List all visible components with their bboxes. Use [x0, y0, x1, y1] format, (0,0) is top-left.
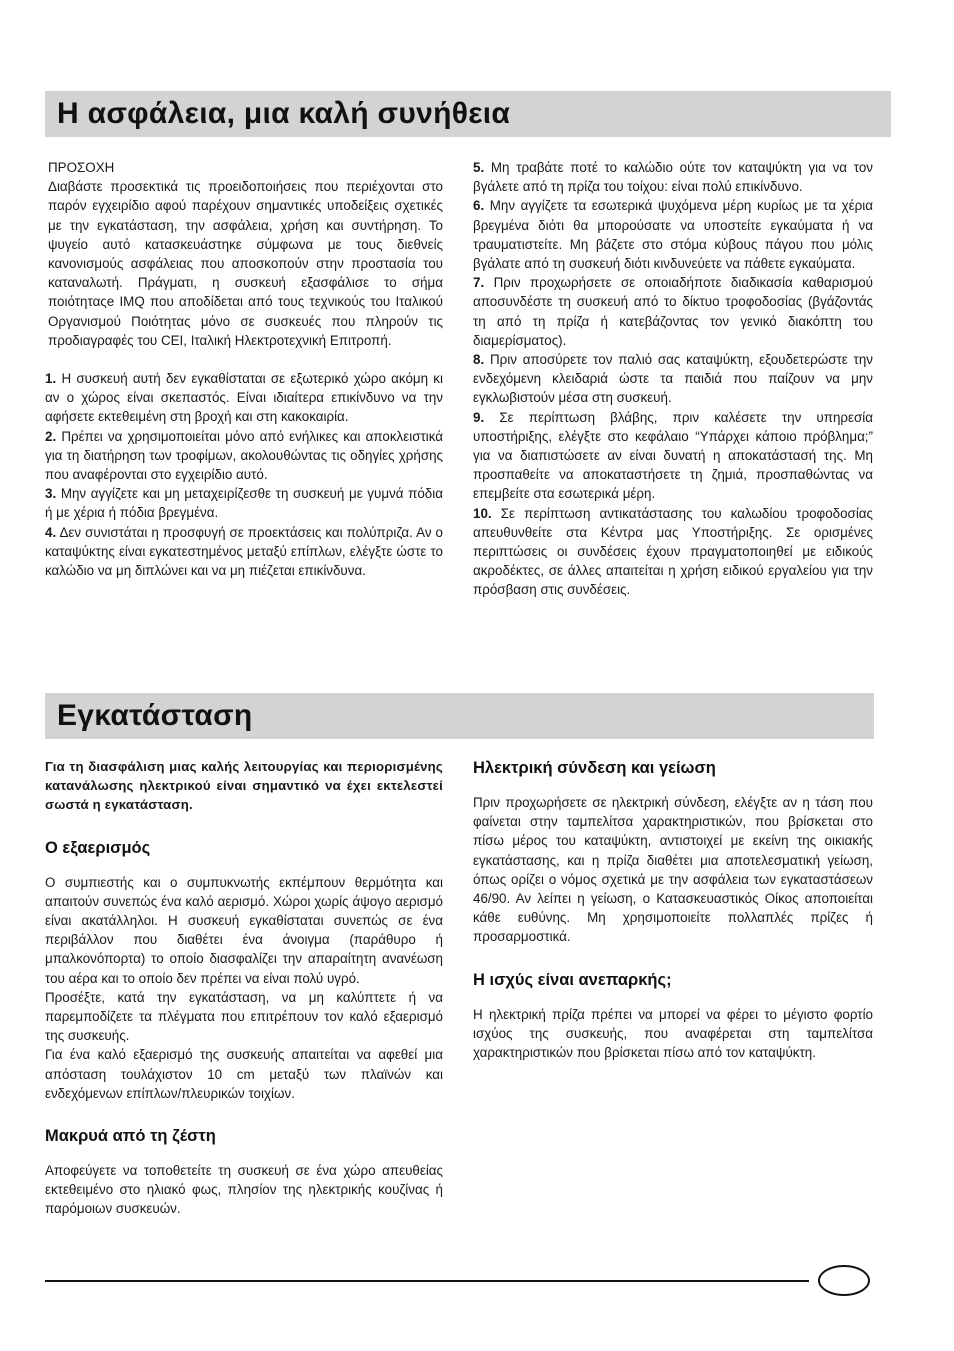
- safety-item-9: 9. Σε περίπτωση βλάβης, πριν καλέσετε την υπηρεσία υποστήριξης, ελέγξτε στο κεφάλαιο “Υπάρχει κάποιο πρόβλημα;” για να διαπιστώσετε αν είναι δυνατή η αποκατάστασή της. Μη προσπαθείτε να αποκαταστήσετε τη ζημιά, προσπαθώντας να επεμβείτε στα εσωτερικά μέρη.: [473, 409, 873, 502]
- caution-block: [45, 158, 443, 350]
- caution-text: Διαβάστε προσεκτικά τις προειδοποιήσεις που περιέχονται στο παρόν εγχειρίδιο αφού παρέχουν σημαντικές υποδείξεις σχετικές με την εγκατάσταση, την ασφάλεια, χρήση και συντήρηση. Το ψυγείο αυτό κατασκευάστηκε σύμφωνα με τους διεθνείς κανονισμούς ασφάλειας που αποσκοπούν στην προστασία του καταναλωτή. Πράγματι, η συσκευή εξασφάλισε το σήμα ποιότηταςe IMQ που αποδίδεται από τους τεχνικούς του Ιταλικού Οργανισμού Ποιότητας μόνο σε συσκευές που πληρούν τις προδιαγραφές του CEI, Ιταλική Ηλεκτροτεχνική Επιτροπή.: [48, 179, 443, 348]
- ventilation-paragraph-1: Ο συμπιεστής και ο συμπυκνωτής εκπέμπουν θερμότητα και απαιτούν συνεπώς ένα καλό αερισμό. Χώροι χωρίς άψογο αερισμό είναι ακατάλληλοι. Η συσκευή εγκαθίσταται συνεπώς σε ένα περιβάλλον που διαθέτει ένα άνοιγμα (παράθυρο ή μπαλκονόπορτα) το οποίο διασφαλίζει την απαραίτητη ανανέωση του αέρα και το οποίο δεν πρέπει να είναι πολύ υγρό.: [45, 874, 443, 986]
- section-banner-safety: [45, 91, 891, 137]
- safety-column-left: [45, 158, 443, 580]
- installation-column-left: [45, 757, 443, 1219]
- section-title-installation: Εγκατάσταση: [57, 699, 253, 732]
- electric-paragraph: Πριν προχωρήσετε σε ηλεκτρική σύνδεση, ελέγξτε αν η τάση που φαίνεται στην ταμπελίτσα χαρακτηριστικών, που βρίσκεται στο πίσω μέρος του καταψύκτη, αντιστοιχεί με εκείνη της οικιακής εγκατάστασης, και η πρίζα διαθέτει μια αποτελεσματική γείωση, όπως ορίζει ο νόμος σχετικά με την ασφάλεια των εγκαταστάσεων 46/90. Αν λείπει η γείωση, ο Κατασκευαστικός Οίκος αποποιείται κάθε ευθύνης. Μη χρησιμοποιείτε πολλαπλές πρίζες ή προσαρμοστικά.: [473, 795, 873, 945]
- installation-column-right: [473, 757, 873, 1062]
- safety-item-10: 10. Σε περίπτωση αντικατάστασης του καλωδίου τροφοδοσίας απευθυνθείτε στα Κέντρα μας Υποστήριξης. Σε ορισμένες περιπτώσεις οι συνδέσεις έχουν πραγματοποιηθεί με ειδικούς ακροδέκτες, σε άλλες απαιτείται η χρήση ειδικού εργαλείου για την πρόσβαση στις συνδέσεις.: [473, 505, 873, 598]
- ventilation-paragraph-3: Για ένα καλό εξαερισμό της συσκευής απαιτείται να αφεθεί μια απόσταση τουλάχιστον 10 cm μεταξύ των πλαϊνών και ενδεχόμενων επίπλων/πλευρικών τοιχίων.: [45, 1047, 443, 1101]
- ventilation-paragraph-2: Προσέξτε, κατά την εγκατάσταση, να μη καλύπτετε ή να παρεμποδίζετε τα πλέγματα που επιτρέπουν τον καλό εξαερισμό της συσκευής.: [45, 989, 443, 1044]
- safety-item-4: 4. Δεν συνιστάται η προσφυγή σε προεκτάσεις και πολύπριζα. Αν ο καταψύκτης είναι εγκατεστημένος μεταξύ επίπλων, ελέγξτε ώστε το καλώδιο να μη διπλώνει και να μη πιέζεται επικίνδυνα.: [45, 524, 443, 579]
- safety-column-right: [473, 158, 873, 600]
- ventilation-heading: Ο εξαερισμός: [45, 838, 151, 857]
- footer-rule: [45, 1280, 809, 1282]
- caution-label: ΠΡΟΣΟΧΗ: [48, 160, 115, 175]
- installation-lead: Για τη διασφάλιση μιας καλής λειτουργίας και περιορισμένης κατανάλωσης ηλεκτρικού είναι σημαντικό να έχει εκτελεστεί σωστά η εγκατάσταση.: [45, 759, 443, 813]
- heat-heading: Μακρυά από τη ζέστη: [45, 1127, 216, 1146]
- safety-item-5: 5. Μη τραβάτε ποτέ το καλώδιο ούτε τον καταψύκτη για να τον βγάλετε από τη πρίζα του τοίχου: είναι πολύ επικίνδυνο.: [473, 160, 873, 195]
- section-banner-installation: [45, 693, 874, 739]
- safety-item-8: 8. Πριν αποσύρετε τον παλιό σας καταψύκτη, εξουδετερώστε την ενδεχόμενη κλειδαριά ώστε τα παιδιά που παίζουν να μην εγκλωβιστούν μέσα στη συσκευή.: [473, 352, 873, 406]
- safety-item-6: 6. Μην αγγίζετε τα εσωτερικά ψυχόμενα μέρη κυρίως με τα χέρια βρεγμένα διότι θα μπορούσατε να υποστείτε εγκαύματα ή να τραυματιστείτε. Μη βάζετε στο στόμα κύβους πάγου που μόλις βγάλατε από τη συσκευή διότι κινδυνεύετε να πάθετε εγκαύματα.: [473, 198, 873, 272]
- power-heading: Η ισχύς είναι ανεπαρκής;: [473, 970, 672, 989]
- page-number-oval: [818, 1265, 870, 1296]
- section-title-safety: Η ασφάλεια, μια καλή συνήθεια: [57, 97, 511, 130]
- power-paragraph: Η ηλεκτρική πρίζα πρέπει να μπορεί να φέρει το μέγιστο φορτίο ισχύος της συσκευής, που αναφέρεται στη ταμπελίτσα χαρακτηριστικών που βρίσκεται πίσω από τον καταψύκτη.: [473, 1006, 873, 1061]
- safety-item-3: 3. Μην αγγίζετε και μη μεταχειρίζεσθε τη συσκευή με γυμνά πόδια ή με χέρια ή πόδια βρεγμένα.: [45, 486, 443, 521]
- safety-item-7: 7. Πριν προχωρήσετε σε οποιαδήποτε διαδικασία καθαρισμού αποσυνδέστε τη συσκευή από το δίκτυο τροφοδοσίας (βγάζοντάς τη από τη πρίζα ή κατεβάζοντας τον γενικό διακόπτη του διαμερίσματος).: [473, 275, 873, 348]
- heat-paragraph: Αποφεύγετε να τοποθετείτε τη συσκευή σε ένα χώρο απευθείας εκτεθειμένο στο ηλιακό φως, πλησίον της ηλεκτρικής κουζίνας ή παρόμοιων συσκευών.: [45, 1163, 443, 1217]
- safety-item-1: 1. Η συσκευή αυτή δεν εγκαθίσταται σε εξωτερικό χώρο ακόμη κι αν ο χώρος είναι σκεπαστός. Είναι ιδιαίτερα επικίνδυνο να την αφήσετε εκτεθειμένη στη βροχή και στη κακοκαιρία.: [45, 371, 443, 425]
- safety-item-2: 2. Πρέπει να χρησιμοποιείται μόνο από ενήλικες και αποκλειστικά για τη διατήρηση των τροφίμων, ακολουθώντας τις οδηγίες χρήσης που αναφέρονται στο εγχειρίδιο αυτό.: [45, 428, 443, 483]
- electric-heading: Ηλεκτρική σύνδεση και γείωση: [473, 759, 716, 777]
